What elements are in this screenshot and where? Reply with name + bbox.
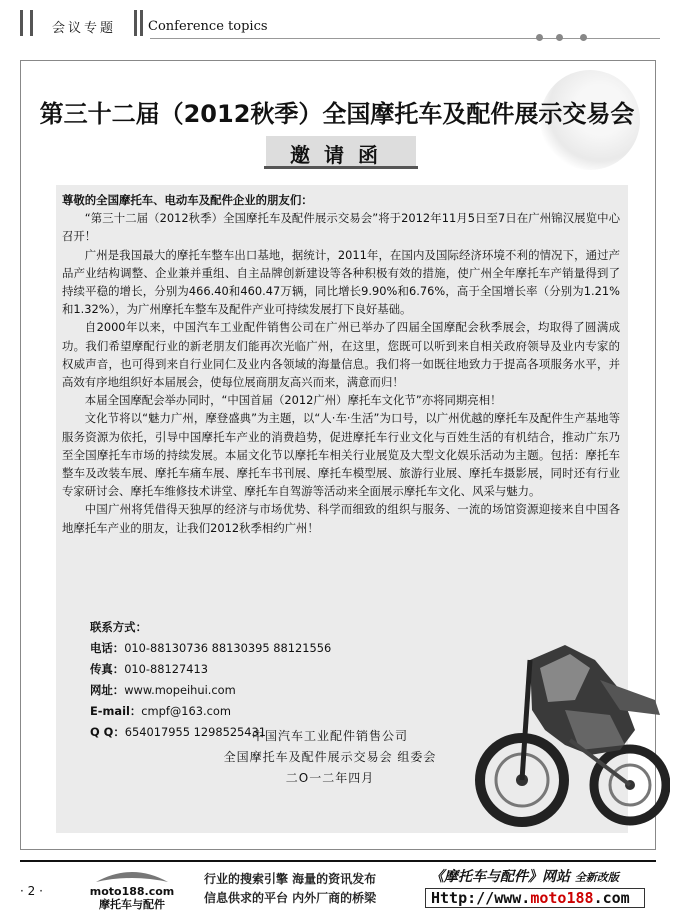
url-text [431, 889, 630, 907]
paragraph: 文化节将以“魅力广州，摩登盛典”为主题，以“人·车·生活”为口号，以广州优越的摩托车及配件生产基地等服务资源为依托，引导中国摩托车产业的消费趋势，促进摩托车行业文化与百姓生活的有机结合，推动广东乃至全国摩托车市场的持续发展。本届文化节以摩托车相关行业展览及大型文化娱乐活动为主题。包括：摩托车整车及改装车展、摩托车痛车展、摩托车书刊展、摩托车模型展、旅游行业展、摩托车摄影展，同时还有行业专家研讨会、摩托车维修技术讲堂、摩托车自驾游等活动来全面展示摩托车文化、风采与魅力。 [62, 411, 620, 499]
email-link[interactable]: cmpf@163.com [141, 704, 231, 718]
invitation-banner [266, 136, 416, 170]
url-prefix: Http://www. [431, 889, 531, 907]
fax-label: 传真： [90, 662, 125, 676]
page-title: 第三十二届（2012秋季）全国摩托车及配件展示交易会 [39, 100, 635, 128]
letter-body [62, 191, 620, 537]
phone-label: 电话： [90, 641, 125, 655]
web-link[interactable]: www.mopeihui.com [124, 683, 236, 697]
footer-rule [20, 860, 656, 862]
footer-url[interactable] [425, 888, 645, 910]
email-label: E-mail： [90, 704, 142, 718]
paragraph: “第三十二届（2012秋季）全国摩托车及配件展示交易会”将于2012年11月5日至7日在广州锦汉展览中心召开！ [62, 211, 620, 244]
signature-org: 中国汽车工业配件销售公司 [251, 729, 408, 743]
logo-caption: 摩托车与配件 [99, 898, 165, 911]
revamp-tag: 全新改版 [574, 871, 619, 884]
header-dot [536, 34, 543, 41]
email-row [90, 701, 350, 722]
magazine-banner [430, 866, 619, 886]
header-bar [140, 10, 143, 36]
web-label: 网址： [90, 683, 125, 697]
paragraph: 本届全国摩配会举办同时，“中国首届（2012广州）摩托车文化节”亦将同期亮相！ [84, 393, 502, 408]
header-bar [30, 10, 33, 36]
url-suffix: .com [593, 889, 630, 907]
greeting: 尊敬的全国摩托车、电动车及配件企业的朋友们： [62, 193, 313, 207]
header-dot [580, 34, 587, 41]
page-header [0, 0, 674, 58]
footer-slogan [204, 870, 376, 908]
magazine-title: 《摩托车与配件》网站 [430, 869, 570, 885]
slogan-line: 信息供求的平台 内外厂商的桥梁 [204, 891, 377, 905]
contact-heading: 联系方式： [90, 620, 147, 634]
header-bar [20, 10, 23, 36]
qq-value: 654017955 1298525431 [124, 725, 267, 739]
signature-block [190, 726, 470, 789]
fax-row [90, 659, 350, 680]
section-title-en: Conference topics [148, 19, 268, 34]
logo-domain: moto188.com [89, 885, 175, 898]
paragraph: 中国广州将凭借得天独厚的经济与市场优势、科学而细致的组织与服务、一流的场馆资源迎接来自中国各地摩托车产业的朋友，让我们2012秋季相约广州！ [62, 502, 620, 535]
phone-row [90, 638, 350, 659]
invitation-heading: 邀请函 [290, 143, 392, 167]
url-domain: moto188 [530, 889, 594, 907]
section-title-cn: 会议专题 [52, 21, 117, 36]
fax-value: 010-88127413 [124, 662, 209, 676]
web-row [90, 680, 350, 701]
motorcycle-image [470, 620, 670, 830]
slogan-line: 行业的搜索引擎 海量的资讯发布 [204, 872, 377, 886]
signature-committee: 全国摩托车及配件展示交易会 组委会 [223, 750, 437, 764]
contact-block [90, 617, 350, 743]
paragraph: 广州是我国最大的摩托车整车出口基地，据统计，2011年，在国内及国际经济环境不利的情况下，通过产品产业结构调整、企业兼并重组、自主品牌创新建设等各种积极有效的措施，使广州全年摩托车产销量得到了持续平稳的增长，分别为466.40和460.47万辆，同比增长9.90%和6.76%，高于全国增长率（分别为1.21%和1.32%），为广州摩托车整车及配件产业可持续发展打下良好基础。 [62, 247, 620, 317]
page-number: · 2 · [20, 884, 43, 898]
header-dot [556, 34, 563, 41]
header-bar [134, 10, 137, 36]
qq-label: Q Q： [90, 725, 125, 739]
phone-value: 010-88130736 88130395 88121556 [124, 641, 332, 655]
paragraph: 自2000年以来，中国汽车工业配件销售公司在广州已举办了四届全国摩配会秋季展会，均取得了圆满成功。我们希望摩配行业的新老朋友们能再次光临广州，在这里，您既可以听到来自相关政府领导及业内专家的权威声音，也可得到来自行业同仁及业内各领域的海量信息。我们将一如既往地致力于提高各项服务水平，并高效有序地组织好本届展会，使每位展商朋友高兴而来，满意而归！ [62, 320, 620, 390]
signature-date: 二O一二年四月 [285, 771, 375, 785]
footer-logo[interactable] [86, 885, 178, 911]
